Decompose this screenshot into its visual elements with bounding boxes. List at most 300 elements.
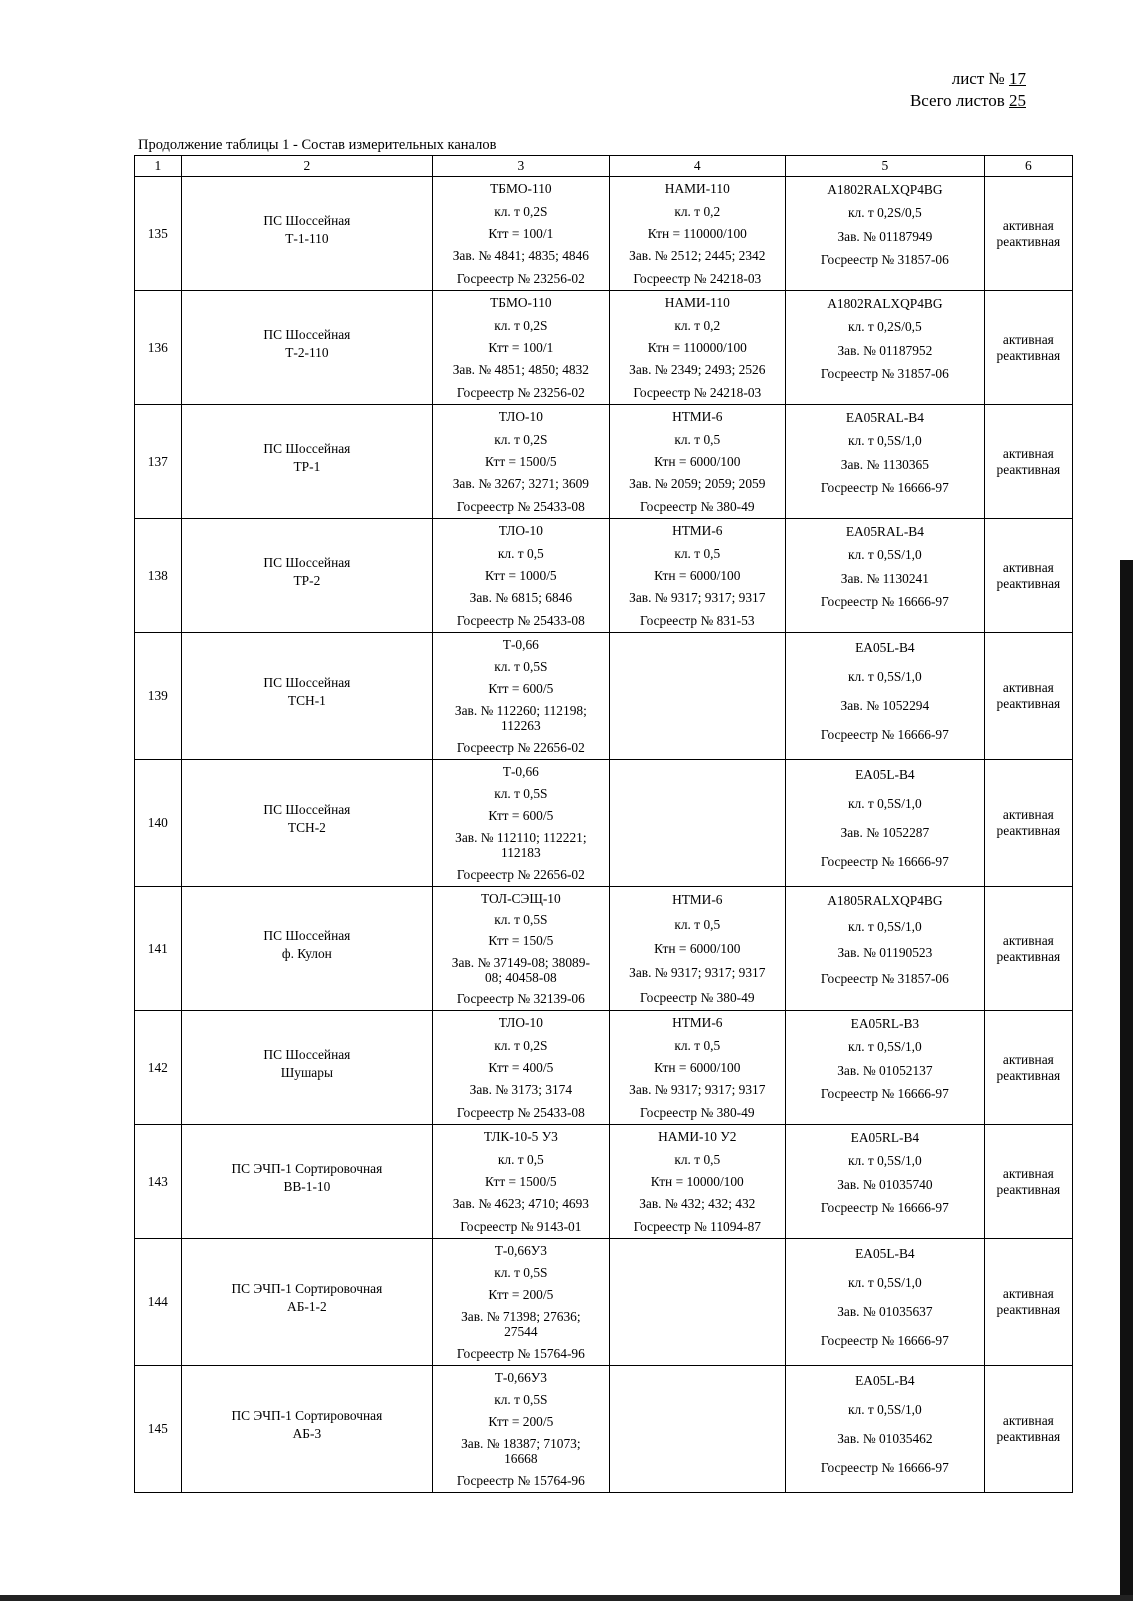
electricity-meter (786, 177, 985, 291)
electricity-meter-line: EA05RAL-B4 (845, 409, 924, 425)
object-name (181, 1239, 432, 1366)
current-transformer-line: Зав. № 112260; 112198; 112263 (454, 703, 587, 733)
electricity-meter-lines (786, 406, 984, 518)
electricity-meter-line: Госреестр № 16666-97 (820, 853, 949, 869)
voltage-transformer-line: Ктн = 6000/100 (654, 1059, 741, 1075)
electricity-meter-line: Зав. № 01035462 (837, 1430, 933, 1446)
electricity-meter-line: EA05L-B4 (855, 1373, 915, 1389)
row-number: 141 (135, 887, 182, 1011)
object-name-line: ф. Кулон (281, 945, 332, 961)
voltage-transformer-lines (610, 178, 785, 290)
electricity-meter-line: кл. т 0,5S/1,0 (848, 1039, 922, 1055)
object-name-line: ПС Шоссейная (263, 440, 351, 456)
object-name-lines (182, 1160, 432, 1196)
current-transformer-line: Зав. № 4841; 4835; 4846 (452, 248, 589, 264)
sheet-header (910, 68, 1026, 112)
voltage-transformer-lines (610, 292, 785, 404)
voltage-transformer-line: НАМИ-110 (664, 295, 730, 311)
electricity-meter-line: Зав. № 01052137 (837, 1062, 933, 1078)
electricity-meter (786, 1366, 985, 1493)
electricity-meter-lines (786, 634, 984, 759)
electricity-meter-lines (786, 1367, 984, 1492)
voltage-transformer-line: НАМИ-10 У2 (658, 1129, 737, 1145)
energy-type (984, 1125, 1072, 1239)
electricity-meter-line: EA05L-B4 (855, 1246, 915, 1262)
voltage-transformer (609, 177, 785, 291)
object-name-line: Т-2-110 (285, 344, 329, 360)
voltage-transformer-line: Госреестр № 24218-03 (633, 270, 762, 286)
object-name (181, 887, 432, 1011)
current-transformer-line: ТЛК-10-5 У3 (483, 1129, 558, 1145)
electricity-meter-line: EA05RL-B4 (850, 1129, 920, 1145)
electricity-meter-line: кл. т 0,2S/0,5 (848, 205, 922, 221)
current-transformer-line: Госреестр № 25433-08 (456, 612, 585, 628)
current-transformer-line: Зав. № 3173; 3174 (469, 1082, 573, 1098)
energy-type-line: реактивная (996, 1181, 1061, 1197)
voltage-transformer-line: Госреестр № 11094-87 (633, 1218, 761, 1234)
voltage-transformer-lines (610, 634, 785, 759)
current-transformer-line: ТЛО-10 (498, 523, 543, 539)
electricity-meter-line: Зав. № 1052287 (840, 824, 930, 840)
current-transformer-line: Ктт = 600/5 (488, 808, 554, 823)
voltage-transformer (609, 887, 785, 1011)
voltage-transformer (609, 405, 785, 519)
current-transformer-line: Госреестр № 32139-06 (456, 991, 585, 1007)
object-name-lines (182, 326, 432, 362)
object-name-line: ТР-1 (293, 458, 321, 474)
current-transformer-lines (433, 178, 608, 290)
electricity-meter (786, 1239, 985, 1366)
voltage-transformer-line: Зав. № 9317; 9317; 9317 (629, 1082, 766, 1098)
electricity-meter-line: Зав. № 1052294 (840, 697, 930, 713)
electricity-meter-line: A1805RALXQP4BG (827, 893, 943, 908)
voltage-transformer-line: Госреестр № 380-49 (640, 498, 755, 514)
voltage-transformer-line: кл. т 0,2 (674, 317, 721, 333)
electricity-meter-line: Госреестр № 16666-97 (820, 726, 949, 742)
voltage-transformer-line: Зав. № 9317; 9317; 9317 (629, 965, 766, 981)
object-name-line: Шушары (280, 1064, 333, 1080)
electricity-meter (786, 1011, 985, 1125)
energy-type (984, 760, 1072, 887)
energy-type-line: реактивная (996, 575, 1061, 591)
current-transformer (433, 177, 609, 291)
row-number: 139 (135, 633, 182, 760)
total-sheets-line (910, 90, 1026, 112)
energy-type-line: активная (1002, 1165, 1054, 1181)
electricity-meter-line: Госреестр № 31857-06 (820, 252, 949, 268)
electricity-meter-line: Госреестр № 16666-97 (820, 480, 949, 496)
electricity-meter (786, 1125, 985, 1239)
object-name-line: Т-1-110 (285, 230, 329, 246)
voltage-transformer-line: кл. т 0,5 (674, 431, 721, 447)
table-row (135, 1011, 1073, 1125)
energy-type-line: реактивная (996, 823, 1061, 838)
object-name-lines (182, 1280, 432, 1316)
energy-type-line: активная (1002, 445, 1054, 461)
row-number: 143 (135, 1125, 182, 1239)
column-header: 1 (135, 156, 182, 177)
current-transformer-line: кл. т 0,2S (494, 203, 548, 219)
electricity-meter-line: кл. т 0,5S/1,0 (848, 547, 922, 563)
current-transformer-line: кл. т 0,5S (494, 1392, 548, 1407)
current-transformer-lines (433, 1240, 608, 1365)
object-name-line: ПС Шоссейная (263, 802, 351, 817)
electricity-meter-line: EA05RL-B3 (850, 1015, 920, 1031)
current-transformer-line: Ктт = 200/5 (488, 1414, 554, 1429)
object-name-line: ПС Шоссейная (263, 1046, 351, 1062)
energy-type (984, 887, 1072, 1011)
current-transformer-lines (433, 520, 608, 632)
object-name-lines (182, 1407, 432, 1443)
column-header: 2 (181, 156, 432, 177)
voltage-transformer-line: кл. т 0,5 (674, 1151, 721, 1167)
energy-type-line: активная (1002, 932, 1054, 948)
electricity-meter-line: Госреестр № 31857-06 (820, 366, 949, 382)
current-transformer (433, 1366, 609, 1493)
object-name-line: ПС Шоссейная (263, 675, 351, 690)
energy-type (984, 405, 1072, 519)
electricity-meter-line: Зав. № 01190523 (837, 945, 933, 960)
electricity-meter (786, 519, 985, 633)
energy-type-line: реактивная (996, 461, 1061, 477)
electricity-meter-line: кл. т 0,5S/1,0 (848, 1153, 922, 1169)
electricity-meter-line: кл. т 0,2S/0,5 (848, 319, 922, 335)
object-name (181, 1011, 432, 1125)
sheet-label: лист № (951, 69, 1005, 88)
object-name-lines (182, 554, 432, 590)
electricity-meter-line: Зав. № 01187952 (837, 342, 933, 358)
voltage-transformer-lines (610, 888, 785, 1010)
electricity-meter-line: A1802RALXQP4BG (827, 181, 943, 197)
object-name-line: ТР-2 (293, 572, 321, 588)
voltage-transformer-line: Ктн = 10000/100 (650, 1173, 744, 1189)
current-transformer-line: кл. т 0,2S (494, 317, 548, 333)
electricity-meter-lines (786, 178, 984, 290)
current-transformer-lines (433, 634, 608, 759)
object-name-line: ПС Шоссейная (263, 554, 351, 570)
header-row (135, 156, 1073, 177)
object-name (181, 405, 432, 519)
current-transformer-line: Госреестр № 22656-02 (456, 867, 585, 882)
electricity-meter-lines (786, 520, 984, 632)
object-name-line: ТСН-2 (287, 820, 326, 835)
sheet-number-line (910, 68, 1026, 90)
energy-type (984, 1239, 1072, 1366)
current-transformer-line: кл. т 0,5S (494, 912, 548, 928)
current-transformer-line: кл. т 0,5S (494, 786, 548, 801)
current-transformer-line: кл. т 0,2S (494, 1037, 548, 1053)
electricity-meter-line: Зав. № 1130241 (840, 570, 929, 586)
energy-type-line: активная (1002, 217, 1054, 233)
table-row (135, 405, 1073, 519)
table-row (135, 177, 1073, 291)
current-transformer-line: Зав. № 112110; 112221; 112183 (455, 830, 587, 860)
current-transformer-line: Госреестр № 15764-96 (456, 1473, 585, 1488)
voltage-transformer-line: Ктн = 6000/100 (654, 453, 741, 469)
electricity-meter-line: Зав. № 1130365 (840, 456, 929, 472)
energy-type (984, 1366, 1072, 1493)
current-transformer-lines (433, 406, 608, 518)
table-row (135, 633, 1073, 760)
current-transformer-line: ТБМО-110 (490, 181, 552, 197)
current-transformer-lines (433, 761, 608, 886)
table-body (135, 177, 1073, 1493)
object-name-line: ПС Шоссейная (263, 326, 351, 342)
electricity-meter-line: EA05L-B4 (855, 640, 915, 656)
energy-type (984, 633, 1072, 760)
current-transformer-line: Зав. № 4851; 4850; 4832 (452, 362, 589, 378)
voltage-transformer-lines (610, 1126, 785, 1238)
current-transformer-line: Ктт = 150/5 (488, 933, 554, 949)
column-header: 5 (786, 156, 985, 177)
voltage-transformer-lines (610, 761, 785, 886)
current-transformer-line: Ктт = 1500/5 (485, 1173, 557, 1189)
energy-type-line: реактивная (996, 347, 1061, 363)
voltage-transformer-line: НАМИ-110 (664, 181, 730, 197)
energy-type-line: активная (1002, 1413, 1054, 1428)
electricity-meter (786, 760, 985, 887)
object-name-line: ТСН-1 (287, 693, 326, 708)
current-transformer-line: Ктт = 100/1 (488, 339, 554, 355)
object-name-line: ПС ЭЧП-1 Сортировочная (231, 1281, 383, 1296)
row-number: 140 (135, 760, 182, 887)
energy-type-line: активная (1002, 807, 1054, 822)
object-name-line: ПС ЭЧП-1 Сортировочная (231, 1160, 383, 1176)
current-transformer-line: Госреестр № 22656-02 (456, 740, 585, 755)
energy-type (984, 291, 1072, 405)
voltage-transformer-lines (610, 1012, 785, 1124)
voltage-transformer-line: Госреестр № 380-49 (640, 989, 755, 1005)
current-transformer (433, 760, 609, 887)
electricity-meter-lines (786, 292, 984, 404)
scan-edge-shadow (1120, 560, 1133, 1601)
voltage-transformer-line: Ктн = 6000/100 (654, 567, 741, 583)
electricity-meter-line: Зав. № 01187949 (837, 228, 933, 244)
electricity-meter-line: EA05RAL-B4 (845, 523, 924, 539)
voltage-transformer-line: Зав. № 2349; 2493; 2526 (629, 362, 766, 378)
current-transformer-line: Ктт = 200/5 (488, 1287, 554, 1302)
current-transformer-line: Зав. № 37149-08; 38089-08; 40458-08 (451, 954, 590, 985)
current-transformer-lines (433, 1126, 608, 1238)
object-name-lines (182, 674, 432, 710)
voltage-transformer-line: кл. т 0,5 (674, 916, 721, 932)
electricity-meter-line: кл. т 0,5S/1,0 (848, 796, 922, 812)
current-transformer-line: кл. т 0,2S (494, 431, 548, 447)
current-transformer (433, 1011, 609, 1125)
electricity-meter-lines (786, 888, 984, 1010)
electricity-meter-line: кл. т 0,5S/1,0 (848, 433, 922, 449)
voltage-transformer-line: Ктн = 110000/100 (647, 225, 747, 241)
voltage-transformer-line: Ктн = 6000/100 (654, 940, 741, 956)
current-transformer (433, 519, 609, 633)
row-number: 135 (135, 177, 182, 291)
electricity-meter-line: Зав. № 01035637 (837, 1303, 933, 1319)
electricity-meter-line: Госреестр № 16666-97 (820, 1459, 949, 1475)
current-transformer (433, 887, 609, 1011)
current-transformer-line: кл. т 0,5S (494, 659, 548, 674)
energy-type-line: активная (1002, 559, 1054, 575)
voltage-transformer-lines (610, 520, 785, 632)
total-sheets-number: 25 (1009, 91, 1026, 110)
voltage-transformer-line: НТМИ-6 (672, 523, 723, 539)
row-number: 137 (135, 405, 182, 519)
voltage-transformer (609, 1011, 785, 1125)
electricity-meter-line: Госреестр № 16666-97 (820, 1332, 949, 1348)
current-transformer-lines (433, 888, 608, 1010)
current-transformer-line: Зав. № 4623; 4710; 4693 (452, 1196, 589, 1212)
object-name-lines (182, 927, 432, 963)
current-transformer-line: Зав. № 6815; 6846 (469, 590, 573, 606)
voltage-transformer (609, 291, 785, 405)
electricity-meter-lines (786, 761, 984, 886)
electricity-meter-lines (786, 1012, 984, 1124)
current-transformer-line: Госреестр № 25433-08 (456, 1104, 585, 1120)
object-name-line: ПС Шоссейная (263, 927, 351, 943)
electricity-meter-line: Госреестр № 31857-06 (820, 971, 949, 986)
electricity-meter (786, 291, 985, 405)
current-transformer-line: ТЛО-10 (498, 409, 543, 425)
object-name-line: ВВ-1-10 (283, 1178, 331, 1194)
energy-type (984, 519, 1072, 633)
energy-type (984, 1011, 1072, 1125)
voltage-transformer-line: кл. т 0,5 (674, 1037, 721, 1053)
electricity-meter-line: кл. т 0,5S/1,0 (848, 1402, 922, 1418)
electricity-meter-line: Госреестр № 16666-97 (820, 1200, 949, 1216)
current-transformer (433, 405, 609, 519)
row-number: 138 (135, 519, 182, 633)
voltage-transformer-line: НТМИ-6 (672, 892, 723, 908)
electricity-meter (786, 633, 985, 760)
current-transformer-line: ТЛО-10 (498, 1015, 543, 1031)
object-name-line: ПС ЭЧП-1 Сортировочная (231, 1408, 383, 1423)
energy-type-line: активная (1002, 331, 1054, 347)
voltage-transformer-line: Зав. № 2512; 2445; 2342 (629, 248, 766, 264)
energy-type-line: реактивная (996, 233, 1061, 249)
voltage-transformer-line: Госреестр № 831-53 (640, 612, 755, 628)
table-row (135, 1366, 1073, 1493)
current-transformer-line: кл. т 0,5S (494, 1265, 548, 1280)
current-transformer-line: Ктт = 400/5 (488, 1059, 554, 1075)
current-transformer-line: Т-0,66У3 (494, 1243, 547, 1258)
electricity-meter-line: Госреестр № 16666-97 (820, 1086, 949, 1102)
table-row (135, 887, 1073, 1011)
energy-type-line: реактивная (996, 1067, 1061, 1083)
current-transformer-line: Госреестр № 25433-08 (456, 498, 585, 514)
electricity-meter-line: A1802RALXQP4BG (827, 295, 943, 311)
energy-type-line: реактивная (996, 948, 1061, 964)
current-transformer-line: Зав. № 18387; 71073; 16668 (461, 1436, 581, 1466)
energy-type-line: активная (1002, 1051, 1054, 1067)
current-transformer-lines (433, 292, 608, 404)
column-header: 4 (609, 156, 785, 177)
voltage-transformer (609, 1366, 785, 1493)
object-name (181, 519, 432, 633)
energy-type-line: реактивная (996, 1302, 1061, 1317)
electricity-meter-line: Зав. № 01035740 (837, 1176, 933, 1192)
current-transformer-lines (433, 1367, 608, 1492)
electricity-meter-lines (786, 1240, 984, 1365)
scan-bottom-edge (0, 1595, 1133, 1601)
energy-type-line: реактивная (996, 1429, 1061, 1444)
table-row (135, 291, 1073, 405)
table-row (135, 519, 1073, 633)
voltage-transformer-line: НТМИ-6 (672, 409, 723, 425)
voltage-transformer-line: Зав. № 9317; 9317; 9317 (629, 590, 766, 606)
object-name-line: АБ-3 (292, 1426, 322, 1441)
electricity-meter-line: кл. т 0,5S/1,0 (848, 669, 922, 685)
voltage-transformer (609, 1239, 785, 1366)
object-name-lines (182, 1046, 432, 1082)
voltage-transformer (609, 760, 785, 887)
electricity-meter-line: Госреестр № 16666-97 (820, 594, 949, 610)
voltage-transformer (609, 633, 785, 760)
object-name (181, 1366, 432, 1493)
object-name (181, 1125, 432, 1239)
voltage-transformer-line: Госреестр № 24218-03 (633, 384, 762, 400)
current-transformer-line: Госреестр № 9143-01 (460, 1218, 582, 1234)
current-transformer-line: Ктт = 100/1 (488, 225, 554, 241)
table-caption: Продолжение таблицы 1 - Состав измерительных каналов (138, 137, 497, 153)
energy-type-line: реактивная (996, 696, 1061, 711)
energy-type-line: активная (1002, 680, 1054, 695)
current-transformer-line: кл. т 0,5 (497, 545, 544, 561)
table-row (135, 1125, 1073, 1239)
row-number: 144 (135, 1239, 182, 1366)
current-transformer (433, 633, 609, 760)
voltage-transformer-lines (610, 1240, 785, 1365)
column-header: 3 (433, 156, 609, 177)
voltage-transformer (609, 519, 785, 633)
current-transformer-line: Госреестр № 15764-96 (456, 1346, 585, 1361)
column-header: 6 (984, 156, 1072, 177)
current-transformer-line: Ктт = 1500/5 (485, 453, 557, 469)
object-name (181, 633, 432, 760)
energy-type (984, 177, 1072, 291)
object-name-lines (182, 212, 432, 248)
voltage-transformer-line: Госреестр № 380-49 (640, 1104, 755, 1120)
electricity-meter-line: кл. т 0,5S/1,0 (848, 1275, 922, 1291)
current-transformer-line: кл. т 0,5 (497, 1151, 544, 1167)
current-transformer (433, 1239, 609, 1366)
voltage-transformer-line: Ктн = 110000/100 (647, 339, 747, 355)
voltage-transformer-line: кл. т 0,5 (674, 545, 721, 561)
object-name-lines (182, 440, 432, 476)
row-number: 142 (135, 1011, 182, 1125)
electricity-meter (786, 887, 985, 1011)
electricity-meter-lines (786, 1126, 984, 1238)
object-name-lines (182, 801, 432, 837)
voltage-transformer-line: Зав. № 2059; 2059; 2059 (629, 476, 766, 492)
row-number: 136 (135, 291, 182, 405)
sheet-number: 17 (1009, 69, 1026, 88)
total-sheets-label: Всего листов (909, 91, 1005, 110)
voltage-transformer-lines (610, 406, 785, 518)
voltage-transformer-lines (610, 1367, 785, 1492)
table-row (135, 1239, 1073, 1366)
current-transformer-line: Госреестр № 23256-02 (456, 384, 585, 400)
energy-type-line: активная (1002, 1286, 1054, 1301)
current-transformer-line: Ктт = 600/5 (488, 681, 554, 696)
voltage-transformer-line: НТМИ-6 (672, 1015, 723, 1031)
current-transformer-line: ТОЛ-СЭЩ-10 (481, 890, 561, 906)
voltage-transformer (609, 1125, 785, 1239)
object-name (181, 291, 432, 405)
voltage-transformer-line: кл. т 0,2 (674, 203, 721, 219)
current-transformer-line: Т-0,66 (502, 637, 539, 652)
current-transformer-line: ТБМО-110 (490, 295, 552, 311)
electricity-meter (786, 405, 985, 519)
row-number: 145 (135, 1366, 182, 1493)
